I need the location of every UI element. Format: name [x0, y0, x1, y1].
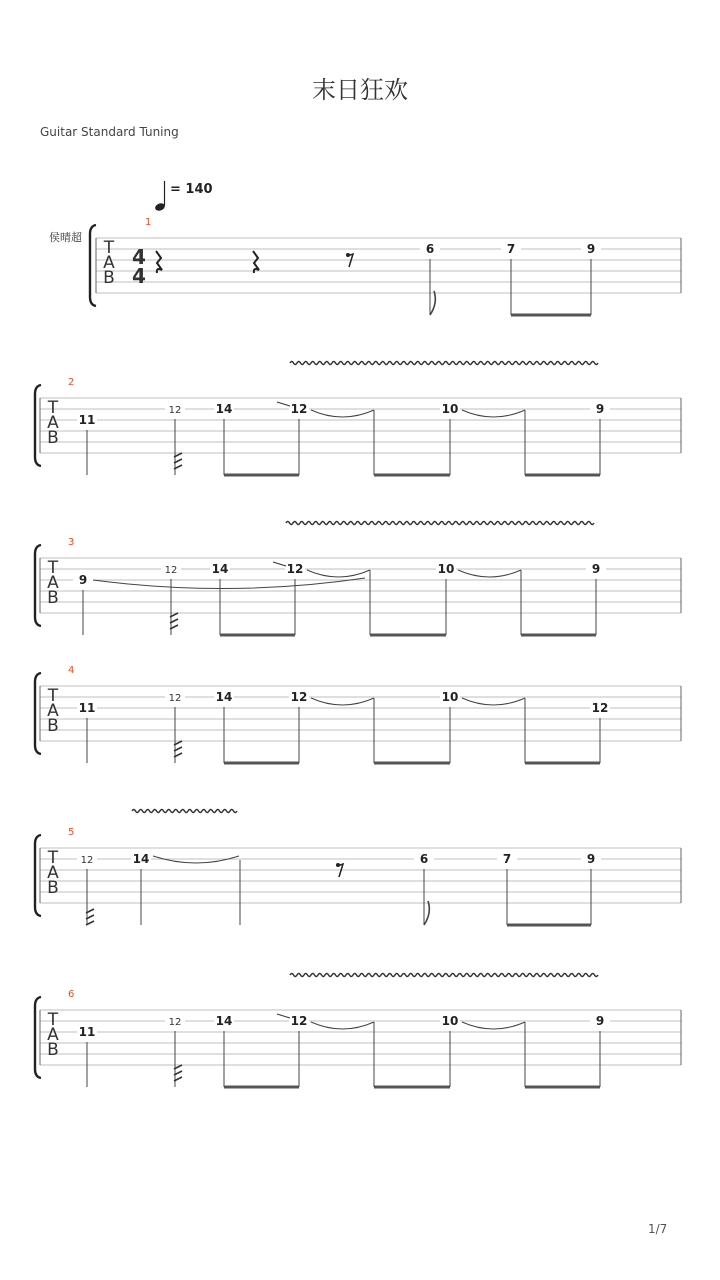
tab-system — [35, 974, 681, 1088]
fret-number: 10 — [441, 1014, 459, 1028]
fret-number: 12 — [164, 565, 178, 576]
tab-letter: T — [47, 398, 59, 418]
tab-system — [35, 522, 681, 636]
tab-letter: T — [47, 1010, 59, 1030]
fret-number: 12 — [290, 402, 308, 416]
fret-number: 6 — [419, 852, 429, 866]
fret-number: 11 — [78, 701, 96, 715]
fret-number: 9 — [586, 242, 596, 256]
fret-number: 12 — [591, 701, 609, 715]
tab-letter: B — [47, 878, 59, 898]
tab-letter: T — [103, 238, 115, 258]
tab-letter: A — [47, 1025, 59, 1045]
fret-number: 7 — [506, 242, 516, 256]
eighth-rest-stroke — [347, 254, 353, 267]
fret-number: 10 — [441, 690, 459, 704]
tab-letter: T — [47, 686, 59, 706]
fret-number: 14 — [132, 852, 150, 866]
eighth-rest-stroke — [337, 864, 343, 877]
tie-arc — [311, 1022, 374, 1029]
time-signature-top: 4 — [132, 245, 146, 269]
fret-number: 14 — [215, 690, 233, 704]
fret-number: 12 — [168, 693, 182, 704]
tab-letter: A — [47, 701, 59, 721]
fret-number: 9 — [586, 852, 596, 866]
tempo-value: = 140 — [170, 182, 213, 197]
tab-letter: B — [47, 1040, 59, 1060]
tab-letter: A — [103, 253, 115, 273]
fret-number: 7 — [502, 852, 512, 866]
fret-number: 12 — [290, 1014, 308, 1028]
tie-arc — [153, 856, 239, 863]
fret-number: 9 — [78, 573, 88, 587]
fret-number: 12 — [168, 405, 182, 416]
tab-letter: B — [47, 588, 59, 608]
tab-system — [35, 362, 681, 476]
tab-system — [90, 217, 681, 315]
quarter-rest-icon — [253, 251, 259, 273]
measure-number: 6 — [68, 989, 75, 1000]
instrument-name: 侯晴超 — [49, 231, 82, 244]
tie-arc — [311, 410, 374, 417]
fret-number: 14 — [215, 402, 233, 416]
tie-arc — [462, 698, 525, 705]
tab-letter: A — [47, 573, 59, 593]
eighth-flag-icon — [424, 901, 429, 925]
vibrato-marking — [286, 522, 594, 525]
tab-system — [35, 665, 681, 763]
system-bracket — [90, 225, 96, 306]
fret-number: 14 — [215, 1014, 233, 1028]
slide-mark — [277, 1014, 290, 1018]
tie-arc — [307, 570, 370, 577]
fret-number: 9 — [595, 402, 605, 416]
measure-number: 5 — [68, 827, 75, 838]
tab-letter: A — [47, 863, 59, 883]
tie-arc — [458, 570, 521, 577]
song-title: 末日狂欢 — [312, 76, 408, 104]
tuning-label: Guitar Standard Tuning — [40, 125, 179, 139]
eighth-flag-icon — [430, 291, 435, 315]
fret-number: 14 — [211, 562, 229, 576]
vibrato-marking — [132, 810, 237, 813]
measure-number: 3 — [68, 537, 75, 548]
tempo-marking — [154, 181, 212, 212]
fret-number: 10 — [437, 562, 455, 576]
slide-mark — [273, 562, 286, 566]
fret-number: 6 — [425, 242, 435, 256]
tab-letter: T — [47, 848, 59, 868]
tie-arc — [462, 410, 525, 417]
fret-number: 12 — [286, 562, 304, 576]
fret-number: 11 — [78, 413, 96, 427]
tab-letter: B — [103, 268, 115, 288]
fret-number: 9 — [591, 562, 601, 576]
tab-system — [35, 810, 681, 926]
fret-number: 12 — [168, 1017, 182, 1028]
quarter-rest-icon — [156, 251, 162, 273]
page-number: 1/7 — [648, 1222, 668, 1236]
tab-letter: B — [47, 716, 59, 736]
fret-number: 9 — [595, 1014, 605, 1028]
fret-number: 12 — [290, 690, 308, 704]
fret-number: 12 — [80, 855, 94, 866]
slide-mark — [277, 402, 290, 406]
tie-arc — [462, 1022, 525, 1029]
fret-number: 10 — [441, 402, 459, 416]
vibrato-marking — [290, 362, 598, 365]
measure-number: 1 — [145, 217, 152, 228]
long-slur-arc — [93, 578, 365, 589]
measure-number: 2 — [68, 377, 75, 388]
tie-arc — [311, 698, 374, 705]
tab-letter: B — [47, 428, 59, 448]
vibrato-marking — [290, 974, 598, 977]
measure-number: 4 — [68, 665, 75, 676]
fret-number: 11 — [78, 1025, 96, 1039]
time-signature-bottom: 4 — [132, 264, 146, 288]
tab-letter: A — [47, 413, 59, 433]
tab-letter: T — [47, 558, 59, 578]
